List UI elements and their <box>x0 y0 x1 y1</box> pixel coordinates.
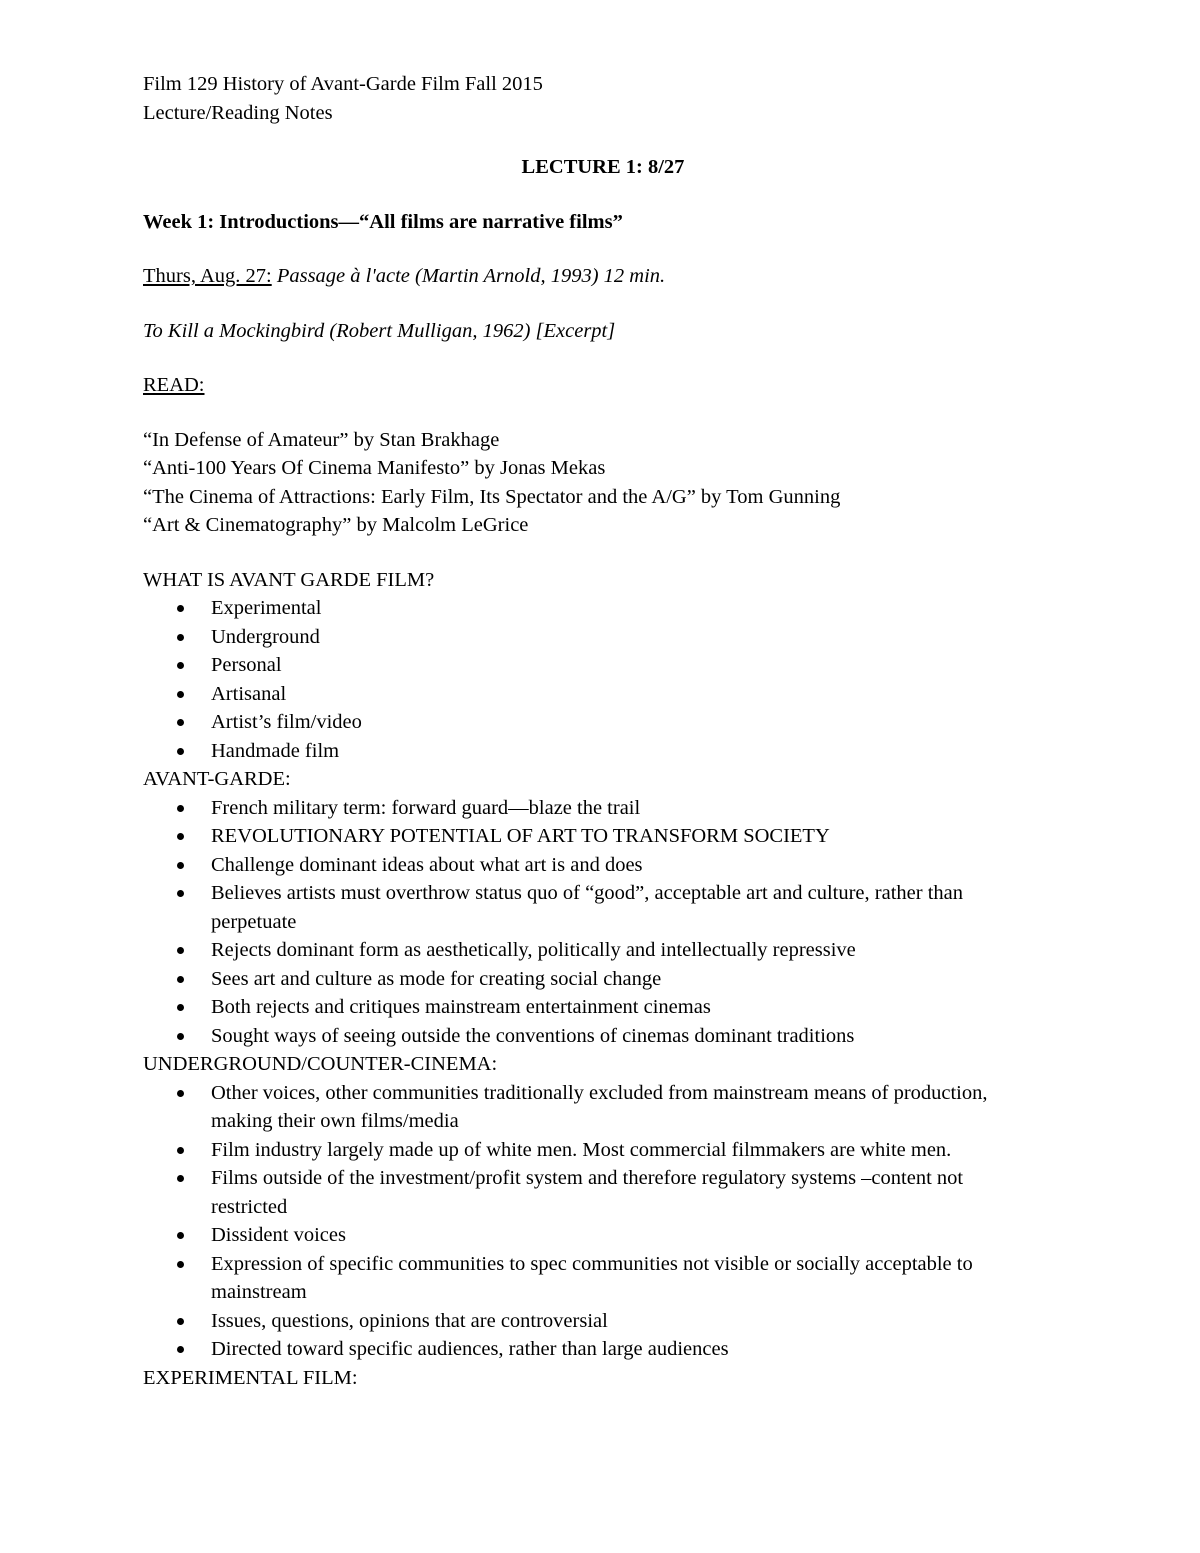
list-item: Films outside of the investment/profit system and therefore regulatory systems –content not restricted <box>143 1164 1041 1221</box>
bullet-icon <box>177 976 184 983</box>
list-item: Sees art and culture as mode for creating social change <box>143 965 1041 994</box>
reading-list <box>143 426 1063 540</box>
list-item: Believes artists must overthrow status quo of “good”, acceptable art and culture, rather than perpetuate <box>143 879 1041 936</box>
bullet-icon <box>177 1232 184 1239</box>
bullet-icon <box>177 1147 184 1154</box>
list-item: Dissident voices <box>143 1221 1041 1250</box>
bullet-icon <box>177 634 184 641</box>
list-item: French military term: forward guard—blaze the trail <box>143 794 1041 823</box>
bullet-icon <box>177 1090 184 1097</box>
list-item: Issues, questions, opinions that are controversial <box>143 1307 1041 1336</box>
bullet-icon <box>177 833 184 840</box>
bullet-icon <box>177 719 184 726</box>
bullet-icon <box>177 748 184 755</box>
list-item: Sought ways of seeing outside the conventions of cinemas dominant traditions <box>143 1022 1041 1051</box>
screening-line-1 <box>143 262 1063 291</box>
section-heading: WHAT IS AVANT GARDE FILM? <box>143 568 435 591</box>
list-item: Challenge dominant ideas about what art is and does <box>143 851 1041 880</box>
bullet-list <box>143 594 1063 765</box>
section-heading: UNDERGROUND/COUNTER-CINEMA: <box>143 1053 498 1075</box>
bullet-icon <box>177 1004 184 1011</box>
read-label: READ: <box>143 374 205 396</box>
bullet-icon <box>177 947 184 954</box>
reading-item: “Art & Cinematography” by Malcolm LeGrice <box>143 514 529 536</box>
section-heading: EXPERIMENTAL FILM: <box>143 1366 358 1389</box>
document-page <box>143 70 1063 1392</box>
bullet-icon <box>177 605 184 612</box>
bullet-icon <box>177 1261 184 1268</box>
list-item: Directed toward specific audiences, rather than large audiences <box>143 1335 1041 1364</box>
list-item: Rejects dominant form as aesthetically, politically and intellectually repressive <box>143 936 1041 965</box>
reading-item: “In Defense of Amateur” by Stan Brakhage <box>143 428 500 451</box>
list-item: Both rejects and critiques mainstream entertainment cinemas <box>143 993 1041 1022</box>
course-title: Film 129 History of Avant-Garde Film Fall 2015 <box>143 73 543 95</box>
document-subtitle: Lecture/Reading Notes <box>143 101 333 124</box>
list-item: REVOLUTIONARY POTENTIAL OF ART TO TRANSFORM SOCIETY <box>143 822 1041 851</box>
week-heading: Week 1: Introductions—“All films are narrative films” <box>143 210 623 233</box>
section-heading: AVANT-GARDE: <box>143 768 291 790</box>
screening-film-1: Passage à l'acte (Martin Arnold, 1993) 12 min. <box>276 265 666 287</box>
bullet-icon <box>177 890 184 897</box>
list-item: Underground <box>143 623 1041 652</box>
bullet-icon <box>177 1033 184 1040</box>
screening-date: Thurs, Aug. 27: <box>143 265 272 287</box>
bullet-icon <box>177 1175 184 1182</box>
list-item: Personal <box>143 651 1041 680</box>
list-item: Artisanal <box>143 680 1041 709</box>
bullet-icon <box>177 862 184 869</box>
bullet-icon <box>177 1346 184 1353</box>
bullet-list <box>143 794 1063 1051</box>
reading-item: “The Cinema of Attractions: Early Film, Its Spectator and the A/G” by Tom Gunning <box>143 485 841 508</box>
list-item: Handmade film <box>143 737 1041 766</box>
screening-film-2: To Kill a Mockingbird (Robert Mulligan, 1962) [Excerpt] <box>143 319 616 342</box>
list-item: Experimental <box>143 594 1041 623</box>
list-item: Artist’s film/video <box>143 708 1041 737</box>
bullet-list <box>143 1079 1063 1364</box>
lecture-title: LECTURE 1: 8/27 <box>521 156 685 178</box>
bullet-icon <box>177 662 184 669</box>
list-item: Expression of specific communities to spec communities not visible or socially acceptable to mainstream <box>143 1250 1041 1307</box>
bullet-icon <box>177 691 184 698</box>
reading-item: “Anti-100 Years Of Cinema Manifesto” by Jonas Mekas <box>143 457 606 479</box>
bullet-icon <box>177 1318 184 1325</box>
list-item: Film industry largely made up of white men. Most commercial filmmakers are white men. <box>143 1136 1041 1165</box>
bullet-icon <box>177 805 184 812</box>
list-item: Other voices, other communities traditionally excluded from mainstream means of production, making their own films/media <box>143 1079 1041 1136</box>
